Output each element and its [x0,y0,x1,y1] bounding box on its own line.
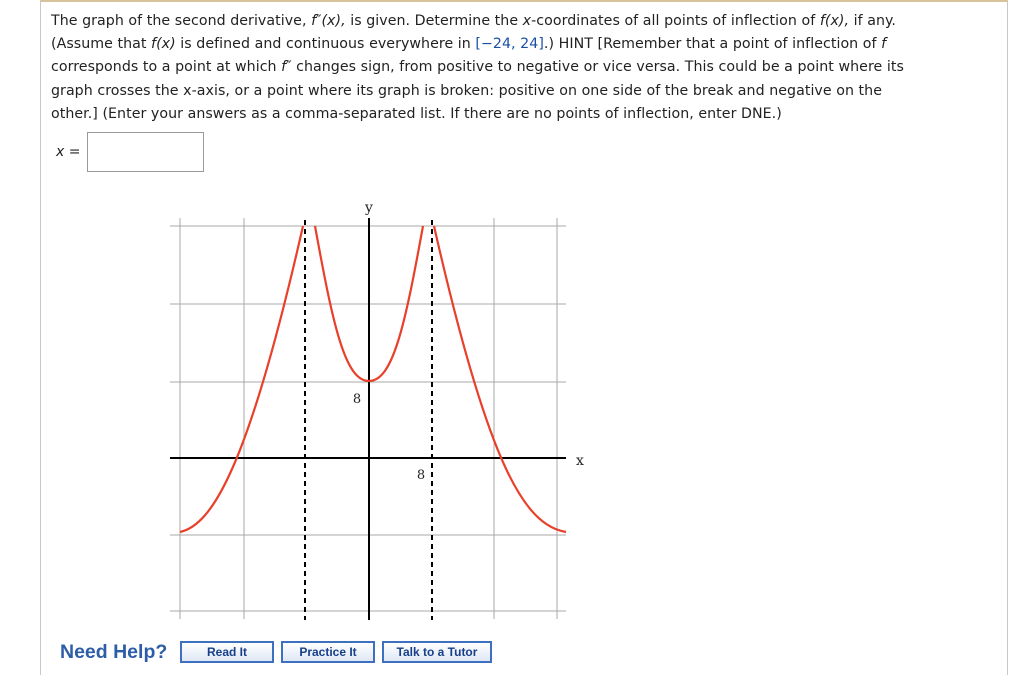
graph-axes [170,218,566,620]
y-tick-label: 8 [352,392,362,407]
f-double-prime-curve [180,226,566,532]
question-line-2: (Assume that f(x) is defined and continuous everywhere in [−24, 24].) HINT [Remember that a point of inflection of f [51,36,887,53]
y-axis-label: y [365,200,373,216]
read-it-button[interactable]: Read It [180,641,274,663]
talk-to-tutor-button[interactable]: Talk to a Tutor [382,641,492,663]
question-line-4: graph crosses the x-axis, or a point where its graph is broken: positive on one side of the break and negative on the [51,82,882,99]
question-line-5: other.] (Enter your answers as a comma-separated list. If there are no points of inflection, enter DNE.) [51,105,782,122]
curve-left-branch [180,226,303,532]
question-line-3: corresponds to a point at which f″ changes sign, from positive to negative or vice versa. This could be a point where its [51,59,904,76]
x-axis-label: x [576,453,584,469]
practice-it-button[interactable]: Practice It [281,641,375,663]
curve-right-branch [434,226,566,532]
need-help-label: Need Help? [60,641,168,663]
question-line-1: The graph of the second derivative, f″(x), is given. Determine the x-coordinates of all points of inflection of f(x), if any. [51,13,896,29]
x-tick-label: 8 [416,468,426,483]
answer-label: x = [56,144,81,160]
